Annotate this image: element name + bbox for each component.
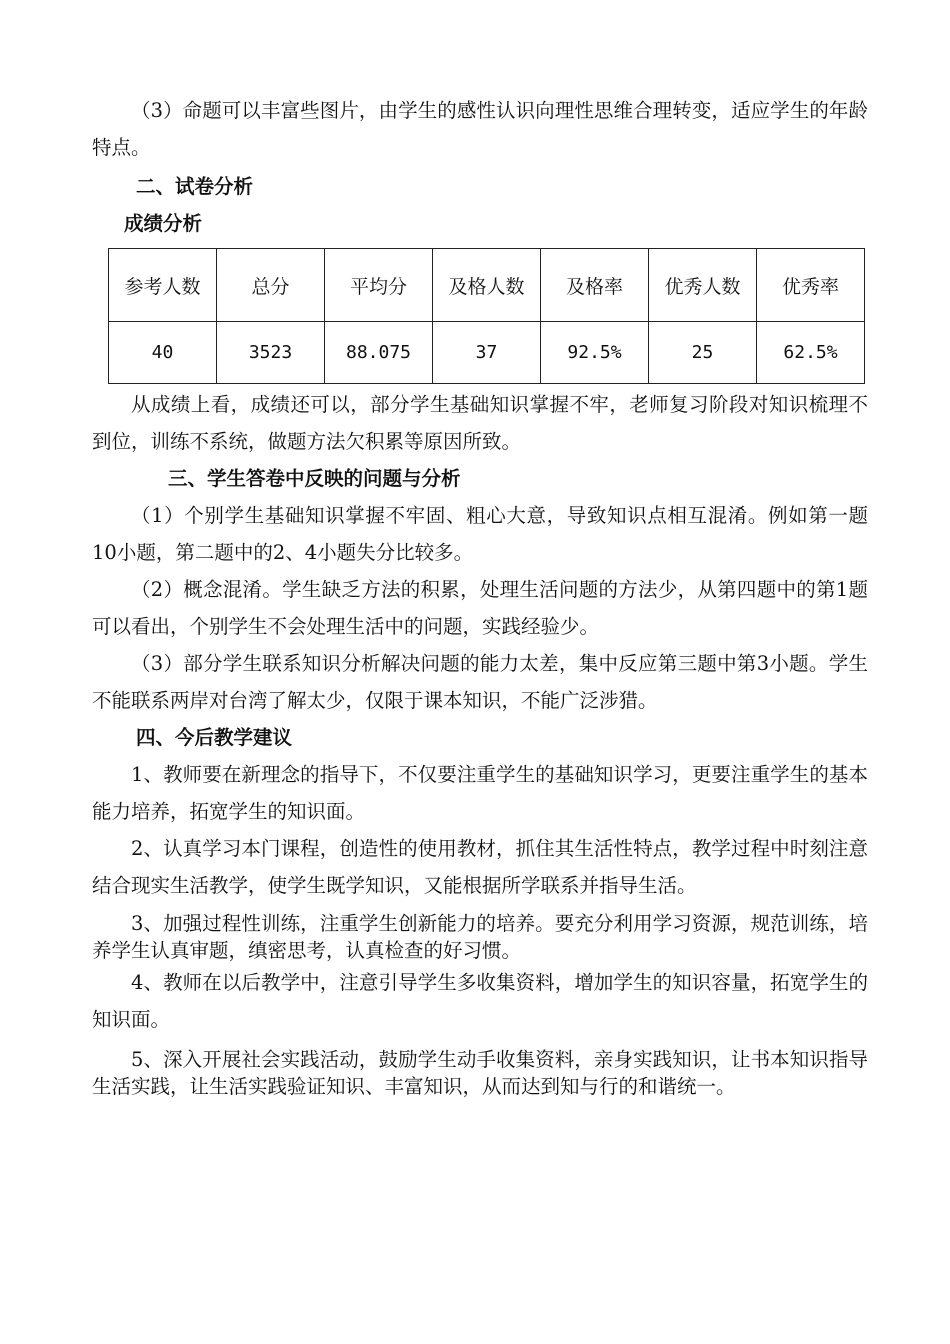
header-cell: 及格人数 [433, 249, 541, 322]
header-cell: 及格率 [541, 249, 649, 322]
header-cell: 参考人数 [109, 249, 217, 322]
value-cell: 3523 [217, 322, 325, 384]
problem-item-3: （3）部分学生联系知识分析解决问题的能力太差，集中反应第三题中第3小题。学生不能联系两岸对台湾了解太少，仅限于课本知识，不能广泛涉猎。 [92, 652, 868, 712]
value-cell: 88.075 [325, 322, 433, 384]
document-page [92, 92, 868, 1100]
value-cell: 40 [109, 322, 217, 384]
header-cell: 总分 [217, 249, 325, 322]
value-cell: 62.5% [757, 322, 865, 384]
score-table [108, 248, 865, 384]
header-cell: 平均分 [325, 249, 433, 322]
suggestion-item-5: 5、深入开展社会实践活动，鼓励学生动手收集资料，亲身实践知识，让书本知识指导生活实践，让生活实践验证知识、丰富知识，从而达到知与行的和谐统一。 [92, 1048, 868, 1098]
score-summary: 从成绩上看，成绩还可以，部分学生基础知识掌握不牢，老师复习阶段对知识梳理不到位，训练不系统，做题方法欠积累等原因所致。 [92, 393, 868, 453]
header-cell: 优秀率 [757, 249, 865, 322]
header-cell: 优秀人数 [649, 249, 757, 322]
value-cell: 92.5% [541, 322, 649, 384]
problem-item-2: （2）概念混淆。学生缺乏方法的积累，处理生活问题的方法少，从第四题中的第1题可以看出，个别学生不会处理生活中的问题，实践经验少。 [92, 578, 868, 638]
intro-item-3: （3）命题可以丰富些图片，由学生的感性认识向理性思维合理转变，适应学生的年龄特点。 [92, 99, 868, 159]
value-cell: 37 [433, 322, 541, 384]
section-3-title: 三、学生答卷中反映的问题与分析 [168, 467, 461, 490]
suggestion-item-2: 2、认真学习本门课程，创造性的使用教材，抓住其生活性特点，教学过程中时刻注意结合现实生活教学，使学生既学知识，又能根据所学联系并指导生活。 [92, 837, 868, 897]
suggestion-item-4: 4、教师在以后教学中，注意引导学生多收集资料，增加学生的知识容量，拓宽学生的知识面。 [92, 971, 868, 1031]
suggestion-item-3: 3、加强过程性训练，注重学生创新能力的培养。要充分利用学习资源，规范训练，培养学生认真审题，缜密思考，认真检查的好习惯。 [92, 912, 868, 962]
score-table-value-row [109, 322, 865, 384]
value-cell: 25 [649, 322, 757, 384]
section-2-title: 二、试卷分析 [136, 175, 254, 198]
score-analysis-subtitle: 成绩分析 [124, 212, 203, 235]
score-table-header-row [109, 249, 865, 322]
problem-item-1: （1）个别学生基础知识掌握不牢固、粗心大意，导致知识点相互混淆。例如第一题10小题，第二题中的2、4小题失分比较多。 [92, 504, 868, 564]
suggestion-item-1: 1、教师要在新理念的指导下，不仅要注重学生的基础知识学习，更要注重学生的基本能力培养，拓宽学生的知识面。 [92, 763, 868, 823]
section-4-title: 四、今后教学建议 [136, 726, 293, 749]
